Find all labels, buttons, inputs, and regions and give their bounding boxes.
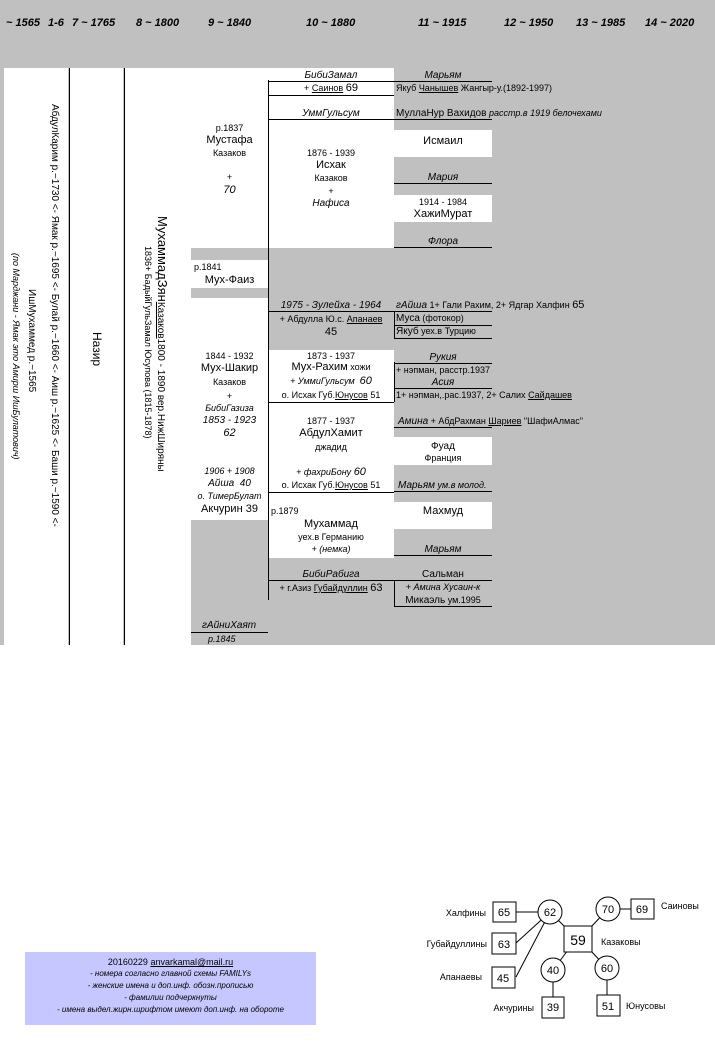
nazir-label: Назир xyxy=(90,332,104,367)
shakir-name: Мух-Шакир xyxy=(200,362,259,374)
gen-label-4: 9 ~ 1840 xyxy=(208,17,252,29)
zuleikha-num: 45 xyxy=(324,326,338,338)
ancestors-text: АбдулКарим р.~1730 <- Ямак р.~1695 <- Булай р.~1660 <- Аиш р.~1625 <- Баши р.~1590 <- xyxy=(49,104,60,527)
yakub1-line: Якуб Чанышев Жангыр-у.(1892-1997) xyxy=(396,83,553,93)
akchurin-label: Акчурин 39 xyxy=(201,503,258,515)
aisha-line xyxy=(191,478,268,489)
rukiya-name: Рукия xyxy=(429,352,457,363)
label-kazakovy: Казаковы xyxy=(601,937,641,947)
rakhim-name-line: Мух-Рахим хожи xyxy=(291,361,371,373)
gayni-underline xyxy=(191,632,268,633)
gen-label-7: 12 ~ 1950 xyxy=(504,17,554,29)
ummgulsum-top-line xyxy=(268,95,394,96)
label-yunusovy: Юнусовы xyxy=(626,1001,666,1011)
label-gubaydulliny: Губайдуллины xyxy=(426,939,487,949)
mustafa-name: Мустафа xyxy=(206,134,253,146)
ancestors-note: (по Марджани - Ямак это Амирш ИшБулатович) xyxy=(11,253,21,460)
family-network-diagram xyxy=(400,880,710,1025)
yakub2-line: Якуб уех.в Турцию xyxy=(396,326,476,337)
gaisha-line: гАйша 1+ Гали Рахим, 2+ Ядгар Халфин 65 xyxy=(396,299,585,311)
ummgulsum-line xyxy=(268,119,492,120)
label-apanaevy: Апанаевы xyxy=(439,972,482,982)
node-51-num: 51 xyxy=(601,1001,615,1013)
fakhri-parent: о. Исхак Губ.Юнусов 51 xyxy=(281,480,381,490)
column-divider-2 xyxy=(124,68,125,645)
salman-name: Сальман xyxy=(422,569,464,580)
fakhri-wife: + фахриБону 60 xyxy=(296,466,366,478)
legend-line-1: 20160229 anvarkamal@mail.ru xyxy=(107,957,234,967)
label-halfiny: Халфины xyxy=(445,908,486,918)
legend-line-4: - фамилии подчеркнуты xyxy=(124,993,217,1002)
label-sainovy: Саиновы xyxy=(661,901,699,911)
flora-name: Флора xyxy=(427,236,459,247)
shakir-wife-years: 1853 - 1923 xyxy=(202,415,257,426)
bibizamal-spouse: + Саинов 69 xyxy=(304,82,358,94)
gen-label-8: 13 ~ 1985 xyxy=(576,17,626,29)
iskhak-name: Исхак xyxy=(316,159,346,171)
mustafa-plus: + xyxy=(226,172,233,182)
node-40-num: 40 xyxy=(546,965,560,977)
aisha-parent: о. ТимерБулат xyxy=(197,491,262,501)
fuad-note: Франция xyxy=(424,453,462,463)
zuleikha-line xyxy=(268,311,394,312)
gen-label-1: 1-6 xyxy=(48,17,64,29)
makhmud-name: Махмуд xyxy=(422,505,464,517)
muhammadzyan-label: МухаммадЗянКазаков1800 - 1890 вер.НижШиряны xyxy=(155,216,170,472)
mariya-line xyxy=(394,183,492,184)
node-39-num: 39 xyxy=(546,1002,560,1014)
bibirabiga-line xyxy=(268,580,394,581)
gen-label-6: 11 ~ 1915 xyxy=(418,17,467,29)
shakir-num: 62 xyxy=(223,427,236,439)
gen-label-5: 10 ~ 1880 xyxy=(306,17,356,29)
yakub2-underline xyxy=(394,338,492,339)
mukhammad-wife: + (немка) xyxy=(311,544,351,554)
gen-label-3: 8 ~ 1800 xyxy=(136,17,180,29)
musa-line: Муса (фотокор) xyxy=(396,313,464,324)
gen-label-0: ~ 1565 xyxy=(6,17,40,29)
asiya-name: Асия xyxy=(431,377,455,388)
salman-underline xyxy=(394,580,492,581)
ummgulsum-name: УммГульсум xyxy=(302,108,360,119)
maryam3-underline xyxy=(394,555,492,556)
mustafa-num: 70 xyxy=(223,184,236,196)
maryam2-underline xyxy=(394,491,492,492)
legend-box xyxy=(25,952,316,1025)
khamit-name: АбдулХамит xyxy=(299,427,363,439)
mikail-line: Микаэль ум.1995 xyxy=(405,595,481,606)
shakir-wife: БибиГазиза xyxy=(205,403,254,413)
mukhammad-note: уех.в Германию xyxy=(298,532,364,542)
faiz-name: Мух-Фаиз xyxy=(204,274,255,286)
iskhak-plus: + xyxy=(328,186,334,196)
legend-line-3: - женские имена и доп.инф. обозн.прописью xyxy=(87,981,254,990)
label-akchuriny: Акчурины xyxy=(493,1003,534,1013)
maryam2-line: Марьям ум.в молод. xyxy=(398,480,487,491)
legend-line-2: - номера согласно главной схемы FAMILYs xyxy=(90,969,251,978)
legend-email-link[interactable]: anvarkamal@mail.ru xyxy=(150,957,234,967)
fakhri-line xyxy=(268,492,394,493)
node-70-num: 70 xyxy=(601,904,615,916)
flora-line xyxy=(394,247,492,248)
node-69-num: 69 xyxy=(635,904,649,916)
legend-line-5: - имена выдел.жирн.шрифтом имеют доп.инф. на обороте xyxy=(57,1005,284,1014)
node-63-num: 63 xyxy=(497,939,511,951)
aisha-years: 1906 + 1908 xyxy=(204,466,255,476)
amina-line: Амина + АбдРахман Шариев "ШафиАлмас" xyxy=(398,416,583,427)
gen-label-9: 14 ~ 2020 xyxy=(645,17,695,29)
node-center-num: 59 xyxy=(570,932,586,948)
mullanur-line: МуллаНур Вахидов расстр.в 1919 белочехами xyxy=(396,108,602,119)
muhammadzyan-wife: 1836+ БадыйГульЗамал Юсупова (1815-1878) xyxy=(143,246,153,439)
rukiya-underline xyxy=(394,363,492,364)
asiya-note: 1+ нэпман,.рас.1937, 2+ Салих Сайдашев xyxy=(396,390,572,400)
iskhak-surname: Казаков xyxy=(314,173,348,183)
khamit-note: джадид xyxy=(315,442,347,452)
khozhi-years: 1914 - 1984 xyxy=(418,197,468,207)
ancestors-text-2: ИшМухаммед р.~1565 xyxy=(26,289,37,393)
rukiya-note: + нэпман, расстр.1937 xyxy=(396,365,491,375)
faiz-born: р.1841 xyxy=(194,262,222,272)
gayni-born: р.1845 xyxy=(208,634,236,644)
zuleikha-spouse: + Абдулла Ю.с. Апанаев xyxy=(279,314,383,324)
maryam1-name: Марьям xyxy=(424,70,462,81)
bibirabiga-spouse: + г.Азиз Губайдуллин 63 xyxy=(279,582,383,594)
bibizamal-line xyxy=(268,81,394,82)
bibirabiga-name: БибиРабига xyxy=(302,569,360,580)
shakir-plus: + xyxy=(226,391,233,401)
gayni-name: гАйниХаят xyxy=(202,620,257,631)
column-divider-1 xyxy=(69,68,70,645)
gaisha-underline xyxy=(394,311,492,312)
gen-label-2: 7 ~ 1765 xyxy=(72,17,116,29)
iskhak-wife: Нафиса xyxy=(312,198,350,209)
asiya-underline xyxy=(394,388,492,389)
node-62-num: 62 xyxy=(543,907,557,919)
rakhim-wife: + УммиГульсум 60 xyxy=(290,375,372,387)
khozhi-name: ХажиМурат xyxy=(413,208,473,220)
zuleikha-name: 1975 - Зулейха - 1964 xyxy=(280,300,382,311)
shakir-surname: Казаков xyxy=(212,377,247,387)
salman-note: + Амина Хусаин-к xyxy=(405,582,481,592)
aisha-name: Айша xyxy=(208,478,235,489)
node-45-num: 45 xyxy=(496,973,510,985)
maryam1-line xyxy=(394,81,492,82)
mariya-name: Мария xyxy=(427,172,459,183)
mustafa-surname: Казаков xyxy=(212,148,247,158)
bibizamal-name: БибиЗамал xyxy=(304,70,358,81)
iskhak-years: 1876 - 1939 xyxy=(306,148,356,158)
rakhim-line xyxy=(268,402,394,403)
khamit-years: 1877 - 1937 xyxy=(306,416,356,426)
mukhammad-born: р.1879 xyxy=(271,506,299,516)
maryam3-name: Марьям xyxy=(424,544,462,555)
amina-underline xyxy=(394,427,492,428)
aisha-num: 40 xyxy=(239,478,251,489)
node-60-num: 60 xyxy=(600,963,614,975)
shakir-years: 1844 - 1932 xyxy=(205,351,254,361)
node-65-num: 65 xyxy=(497,907,511,919)
rakhim-name: Мух-Рахим xyxy=(291,361,348,373)
ismail-name: Исмаил xyxy=(423,135,463,147)
mustafa-born: р.1837 xyxy=(215,123,244,133)
mukhammad-name: Мухаммад xyxy=(304,518,358,530)
mikail-underline xyxy=(394,606,492,607)
fuad-name: Фуад xyxy=(431,441,455,452)
rakhim-parent: о. Исхак Губ.Юнусов 51 xyxy=(281,390,381,400)
rakhim-years: 1873 - 1937 xyxy=(306,351,356,361)
